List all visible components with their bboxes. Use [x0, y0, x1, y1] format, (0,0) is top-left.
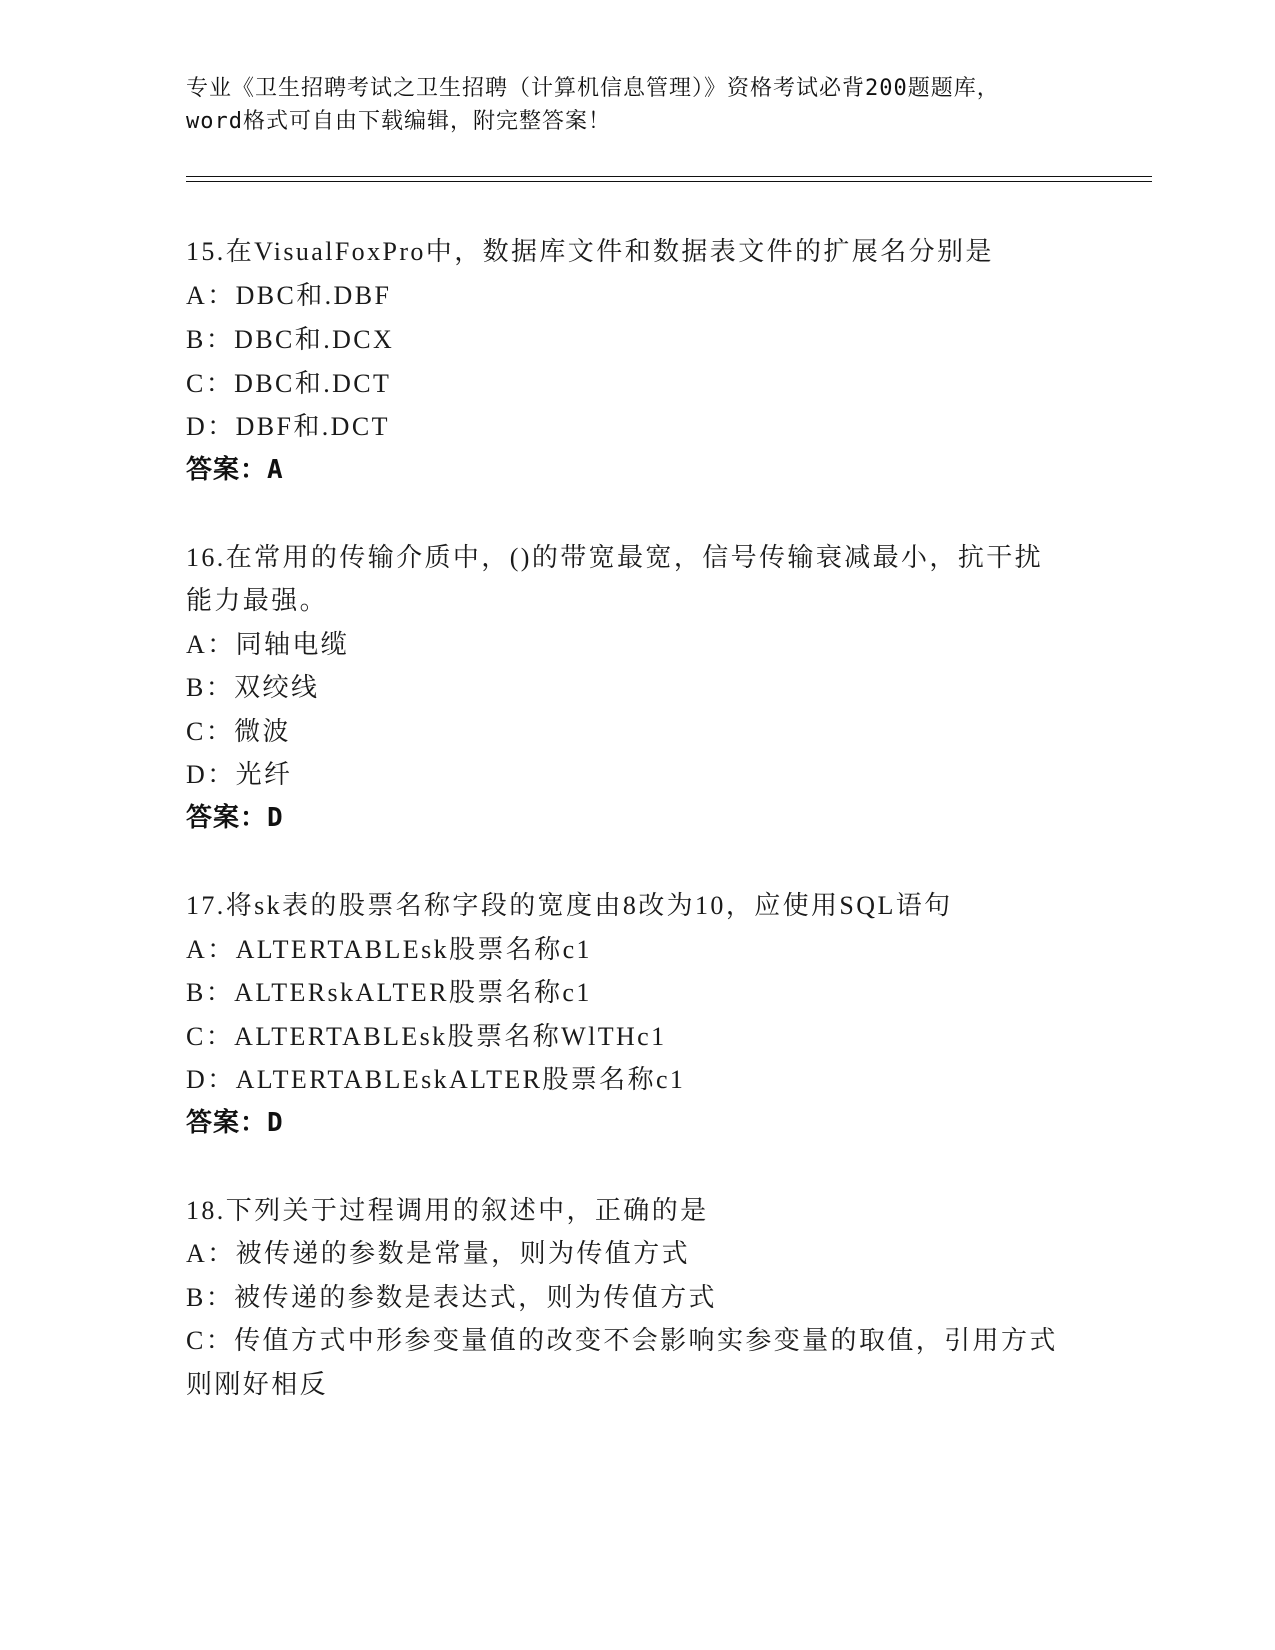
question-15-stem: 15.在VisualFoxPro中，数据库文件和数据表文件的扩展名分别是	[186, 237, 994, 266]
question-18-option-c-line-1: C：传值方式中形参变量值的改变不会影响实参变量的取值，引用方式	[186, 1326, 1058, 1355]
document-header	[186, 72, 1086, 138]
question-15-option-d: D：DBF和.DCT	[186, 412, 390, 441]
question-17-option-b: B：ALTERskALTER股票名称c1	[186, 978, 592, 1007]
question-15-option-c: C：DBC和.DCT	[186, 369, 392, 398]
question-17-option-a: A：ALTERTABLEsk股票名称c1	[186, 935, 592, 964]
question-17-answer: 答案：D	[186, 1108, 284, 1138]
header-divider-bottom	[186, 181, 1152, 182]
question-16-option-d: D：光纤	[186, 760, 293, 789]
question-16-option-a: A：同轴电缆	[186, 630, 350, 659]
question-16-option-c: C：微波	[186, 717, 291, 746]
question-17-option-d: D：ALTERTABLEskALTER股票名称c1	[186, 1065, 686, 1094]
question-17-option-c: C：ALTERTABLEsk股票名称WlTHc1	[186, 1022, 667, 1051]
header-title-line-1: 专业《卫生招聘考试之卫生招聘（计算机信息管理）》资格考试必背200题题库，	[186, 76, 1000, 101]
question-18-option-a: A：被传递的参数是常量，则为传值方式	[186, 1239, 690, 1268]
question-17-stem: 17.将sk表的股票名称字段的宽度由8改为10，应使用SQL语句	[186, 891, 953, 920]
question-18-stem: 18.下列关于过程调用的叙述中，正确的是	[186, 1196, 709, 1225]
question-16-answer: 答案：D	[186, 803, 284, 833]
header-divider-top	[186, 176, 1152, 177]
header-title-line-2: word格式可自由下载编辑，附完整答案！	[186, 109, 611, 134]
question-16-stem-line-1: 16.在常用的传输介质中，()的带宽最宽，信号传输衰减最小，抗干扰	[186, 543, 1044, 572]
question-15-option-b: B：DBC和.DCX	[186, 325, 395, 354]
question-15-option-a: A：DBC和.DBF	[186, 281, 392, 310]
question-18-option-b: B：被传递的参数是表达式，则为传值方式	[186, 1283, 717, 1312]
question-16-stem-line-2: 能力最强。	[186, 586, 329, 615]
question-18-option-c-line-2: 则刚好相反	[186, 1370, 329, 1399]
question-15-answer: 答案：A	[186, 455, 284, 485]
question-16-option-b: B：双绞线	[186, 673, 320, 702]
